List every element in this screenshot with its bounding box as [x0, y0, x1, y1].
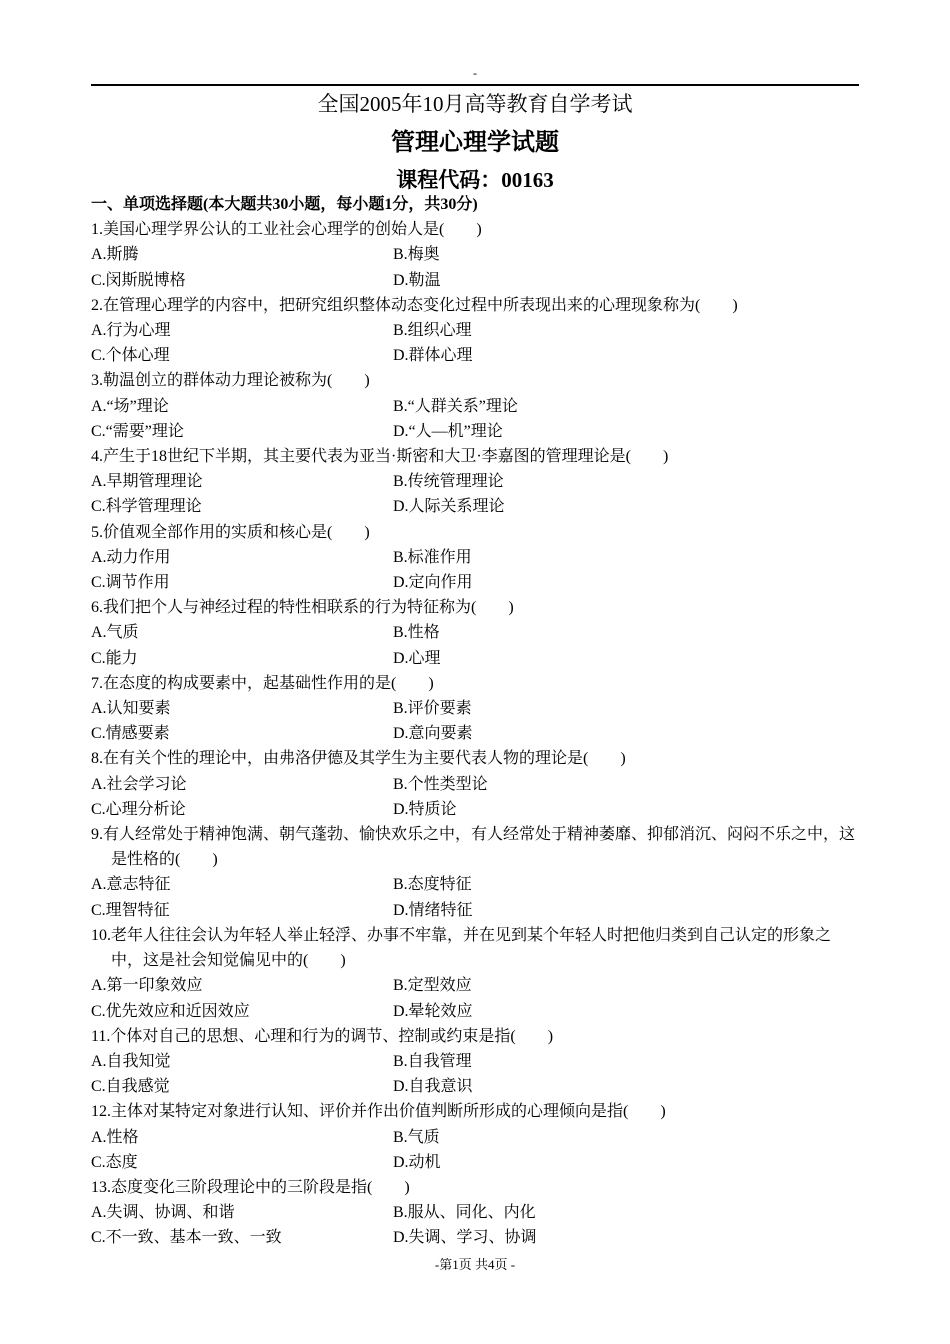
course-code: 课程代码：00163	[396, 168, 554, 192]
question-1-options-row	[91, 242, 861, 267]
question-9-options-row	[91, 898, 861, 923]
question-1-options-row	[91, 268, 861, 293]
question-1-option-d: D.勒温	[393, 271, 441, 289]
question-7-stem: 7.在态度的构成要素中，起基础性作用的是( )	[91, 674, 434, 692]
header-mark: -	[473, 66, 477, 80]
question-5-option-a: A.动力作用	[91, 548, 171, 566]
question-1-option-c: C.闵斯脱博格	[91, 271, 186, 289]
question-12-option-a: A.性格	[91, 1128, 139, 1146]
question-2-options-row	[91, 343, 861, 368]
question-11-option-a: A.自我知觉	[91, 1052, 171, 1070]
question-2-options-row	[91, 318, 861, 343]
question-3-option-a: A.“场”理论	[91, 397, 169, 415]
question-3-option-c: C.“需要”理论	[91, 422, 184, 440]
question-13-option-b: B.服从、同化、内化	[393, 1204, 536, 1222]
question-12-option-c: C.态度	[91, 1153, 138, 1171]
question-7-option-d: D.意向要素	[393, 725, 473, 743]
question-5-option-d: D.定向作用	[393, 574, 473, 592]
question-10-options-row	[91, 999, 861, 1024]
question-8-option-d: D.特质论	[393, 800, 457, 818]
question-11-option-d: D.自我意识	[393, 1078, 473, 1096]
question-11-stem: 11.个体对自己的思想、心理和行为的调节、控制或约束是指( )	[91, 1027, 554, 1045]
header-rule	[91, 84, 859, 86]
question-7-options-row	[91, 721, 861, 746]
question-2-option-c: C.个体心理	[91, 347, 170, 365]
question-list	[91, 192, 861, 1251]
question-12-option-d: D.动机	[393, 1153, 441, 1171]
question-11-options-row	[91, 1049, 861, 1074]
question-4-stem: 4.产生于18世纪下半期，其主要代表为亚当·斯密和大卫·李嘉图的管理理论是( )	[91, 448, 669, 466]
question-6-option-b: B.性格	[393, 624, 440, 642]
question-6-options-row	[91, 620, 861, 645]
question-4-option-b: B.传统管理理论	[393, 473, 504, 491]
question-4-options-row	[91, 469, 861, 494]
question-1-option-b: B.梅奥	[393, 246, 440, 264]
question-12-options-row	[91, 1150, 861, 1175]
question-1-option-a: A.斯腾	[91, 246, 139, 264]
question-3-options-row	[91, 419, 861, 444]
question-7-options-row	[91, 696, 861, 721]
question-6-option-c: C.能力	[91, 649, 138, 667]
question-9-option-a: A.意志特征	[91, 876, 171, 894]
section-title: 一、单项选择题(本大题共30小题，每小题1分，共30分)	[91, 196, 478, 213]
question-3-option-b: B.“人群关系”理论	[393, 397, 518, 415]
question-7-option-a: A.认知要素	[91, 700, 171, 718]
question-9-option-b: B.态度特征	[393, 876, 472, 894]
question-13-option-c: C.不一致、基本一致、一致	[91, 1229, 282, 1247]
question-10-stem: 10.老年人往往会认为年轻人举止轻浮、办事不牢靠，并在见到某个年轻人时把他归类到自己认定的形象之中，这是社会知觉偏见中的( )	[91, 926, 832, 970]
question-7-option-c: C.情感要素	[91, 725, 170, 743]
question-2-stem: 2.在管理心理学的内容中，把研究组织整体动态变化过程中所表现出来的心理现象称为( )	[91, 296, 738, 314]
question-12-option-b: B.气质	[393, 1128, 440, 1146]
question-12-stem: 12.主体对某特定对象进行认知、评价并作出价值判断所形成的心理倾向是指( )	[91, 1103, 666, 1121]
question-3-stem: 3.勒温创立的群体动力理论被称为( )	[91, 372, 370, 390]
question-5-stem: 5.价值观全部作用的实质和核心是( )	[91, 523, 370, 541]
question-13-options-row	[91, 1225, 861, 1250]
question-9-stem: 9.有人经常处于精神饱满、朝气蓬勃、愉快欢乐之中，有人经常处于精神萎靡、抑郁消沉、闷闷不乐之中，这是性格的( )	[91, 826, 856, 869]
question-8-option-c: C.心理分析论	[91, 800, 186, 818]
question-7-option-b: B.评价要素	[393, 700, 472, 718]
question-8-option-b: B.个性类型论	[393, 775, 488, 793]
question-13-stem: 13.态度变化三阶段理论中的三阶段是指( )	[91, 1178, 410, 1196]
question-8-options-row	[91, 797, 861, 822]
question-6-stem: 6.我们把个人与神经过程的特性相联系的行为特征称为( )	[91, 599, 514, 617]
question-10-option-d: D.晕轮效应	[393, 1002, 473, 1020]
question-3-options-row	[91, 394, 861, 419]
question-11-option-c: C.自我感觉	[91, 1078, 170, 1096]
question-6-options-row	[91, 646, 861, 671]
question-10-option-c: C.优先效应和近因效应	[91, 1002, 250, 1020]
question-6-option-d: D.心理	[393, 649, 441, 667]
question-9-option-c: C.理智特征	[91, 901, 170, 919]
question-4-option-c: C.科学管理理论	[91, 498, 202, 516]
question-13-options-row	[91, 1200, 861, 1225]
question-11-option-b: B.自我管理	[393, 1052, 472, 1070]
question-5-options-row	[91, 570, 861, 595]
question-5-option-b: B.标准作用	[393, 548, 472, 566]
question-9-options-row	[91, 872, 861, 897]
question-2-option-a: A.行为心理	[91, 322, 171, 340]
question-12-options-row	[91, 1125, 861, 1150]
question-2-option-b: B.组织心理	[393, 322, 472, 340]
subject-title: 管理心理学试题	[391, 130, 559, 156]
question-8-options-row	[91, 772, 861, 797]
exam-title: 全国2005年10月高等教育自学考试	[317, 92, 633, 116]
question-5-option-c: C.调节作用	[91, 574, 170, 592]
question-11-options-row	[91, 1074, 861, 1099]
question-13-option-a: A.失调、协调、和谐	[91, 1204, 235, 1222]
question-10-options-row	[91, 973, 861, 998]
question-5-options-row	[91, 545, 861, 570]
question-9-option-d: D.情绪特征	[393, 901, 473, 919]
question-13-option-d: D.失调、学习、协调	[393, 1229, 537, 1247]
question-8-stem: 8.在有关个性的理论中，由弗洛伊德及其学生为主要代表人物的理论是( )	[91, 750, 626, 768]
question-10-option-b: B.定型效应	[393, 977, 472, 995]
question-10-option-a: A.第一印象效应	[91, 977, 203, 995]
question-6-option-a: A.气质	[91, 624, 139, 642]
question-4-option-a: A.早期管理理论	[91, 473, 203, 491]
page-footer: -第1页 共4页 -	[434, 1257, 516, 1272]
question-4-options-row	[91, 494, 861, 519]
question-1-stem: 1.美国心理学界公认的工业社会心理学的创始人是( )	[91, 221, 482, 239]
question-3-option-d: D.“人—机”理论	[393, 422, 503, 440]
question-2-option-d: D.群体心理	[393, 347, 473, 365]
question-4-option-d: D.人际关系理论	[393, 498, 505, 516]
question-8-option-a: A.社会学习论	[91, 775, 187, 793]
